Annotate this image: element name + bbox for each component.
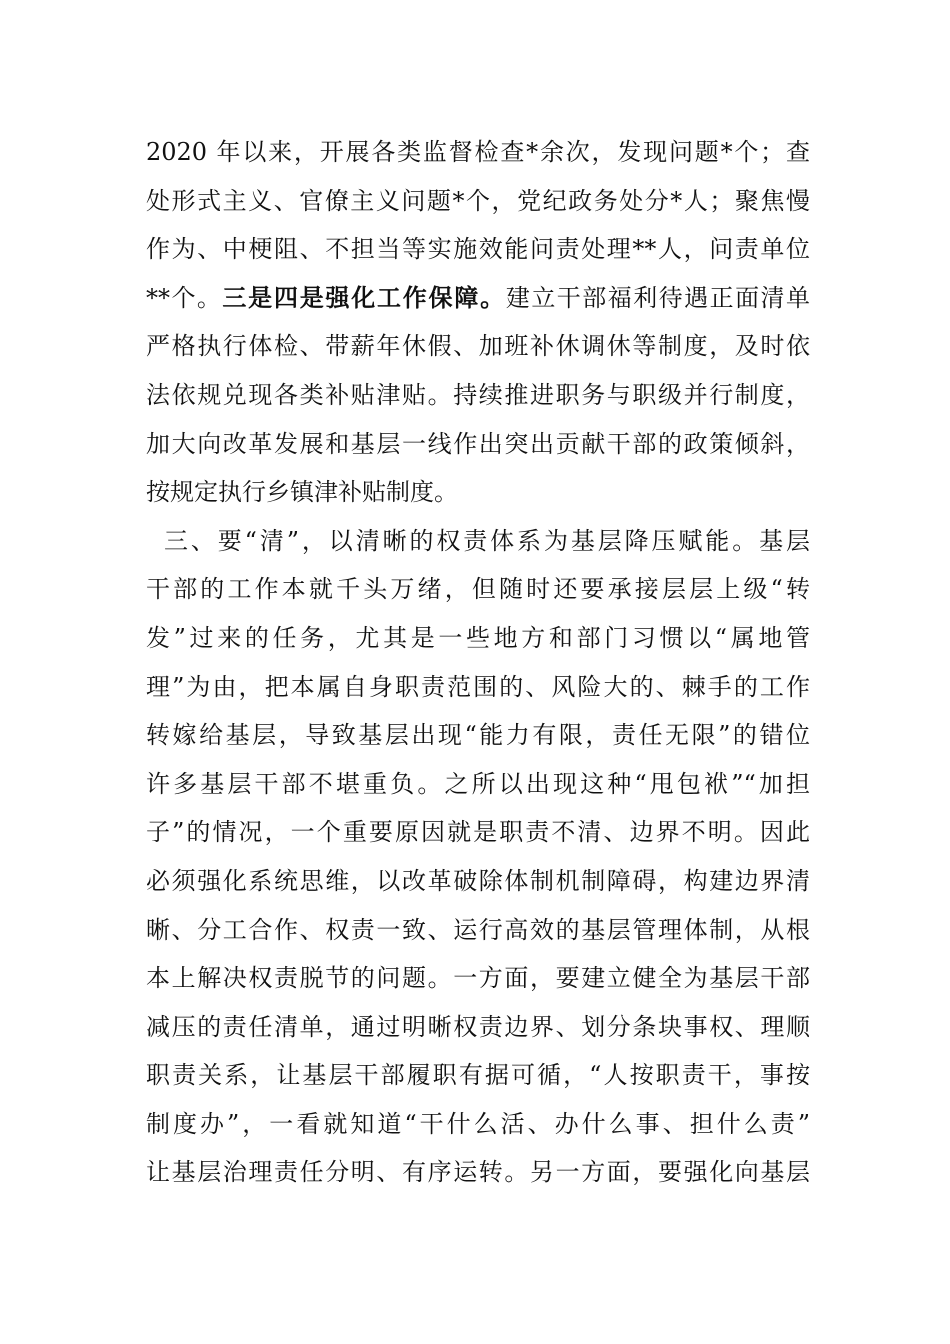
text-line: 发”过来的任务，尤其是一些地方和部门习惯以“属地管 [146, 623, 810, 652]
text-line: 必须强化系统思维，以改革破除体制机制障碍，构建边界清 [146, 866, 810, 895]
bold-heading-segment: 三是四是强化工作保障。 [222, 283, 506, 312]
text-line: 理”为由，把本属自身职责范围的、风险大的、棘手的工作 [146, 672, 810, 701]
text-line: 本上解决权责脱节的问题。一方面，要建立健全为基层干部 [146, 964, 810, 993]
text-line: 严格执行体检、带薪年休假、加班补休调休等制度，及时依 [146, 332, 810, 361]
text-line: 转嫁给基层，导致基层出现“能力有限，责任无限”的错位 [146, 721, 810, 750]
text-line: 让基层治理责任分明、有序运转。另一方面，要强化向基层 [146, 1158, 810, 1187]
document-body [146, 128, 810, 1197]
text-line: 2020 年以来，开展各类监督检查*余次，发现问题*个；查 [146, 138, 810, 166]
paragraph-start-line: 三、要“清”，以清晰的权责体系为基层降压赋能。基层 [164, 526, 810, 555]
text-line: 许多基层干部不堪重负。之所以出现这种“甩包袱”“加担 [146, 769, 810, 798]
text-line: 晰、分工合作、权责一致、运行高效的基层管理体制，从根 [146, 915, 810, 944]
text-line: 制度办”，一看就知道“干什么活、办什么事、担什么责” [146, 1109, 810, 1138]
text-line: 减压的责任清单，通过明晰权责边界、划分条块事权、理顺 [146, 1012, 810, 1041]
text-line: 作为、中梗阻、不担当等实施效能问责处理**人，问责单位 [146, 235, 810, 264]
text-line-with-bold [146, 274, 810, 323]
text-line: 干部的工作本就千头万绪，但随时还要承接层层上级“转 [146, 575, 810, 604]
text-segment: **个。 [146, 283, 223, 312]
text-line: 子”的情况，一个重要原因就是职责不清、边界不明。因此 [146, 818, 810, 847]
text-line: 职责关系，让基层干部履职有据可循，“人按职责干，事按 [146, 1061, 810, 1090]
text-line: 按规定执行乡镇津补贴制度。 [146, 478, 458, 507]
text-line: 处形式主义、官僚主义问题*个，党纪政务处分*人；聚焦慢 [146, 186, 810, 215]
text-line: 加大向改革发展和基层一线作出突出贡献干部的政策倾斜， [146, 429, 810, 458]
text-segment: 建立干部福利待遇正面清单 [505, 283, 811, 312]
text-line: 法依规兑现各类补贴津贴。持续推进职务与职级并行制度， [146, 380, 810, 409]
